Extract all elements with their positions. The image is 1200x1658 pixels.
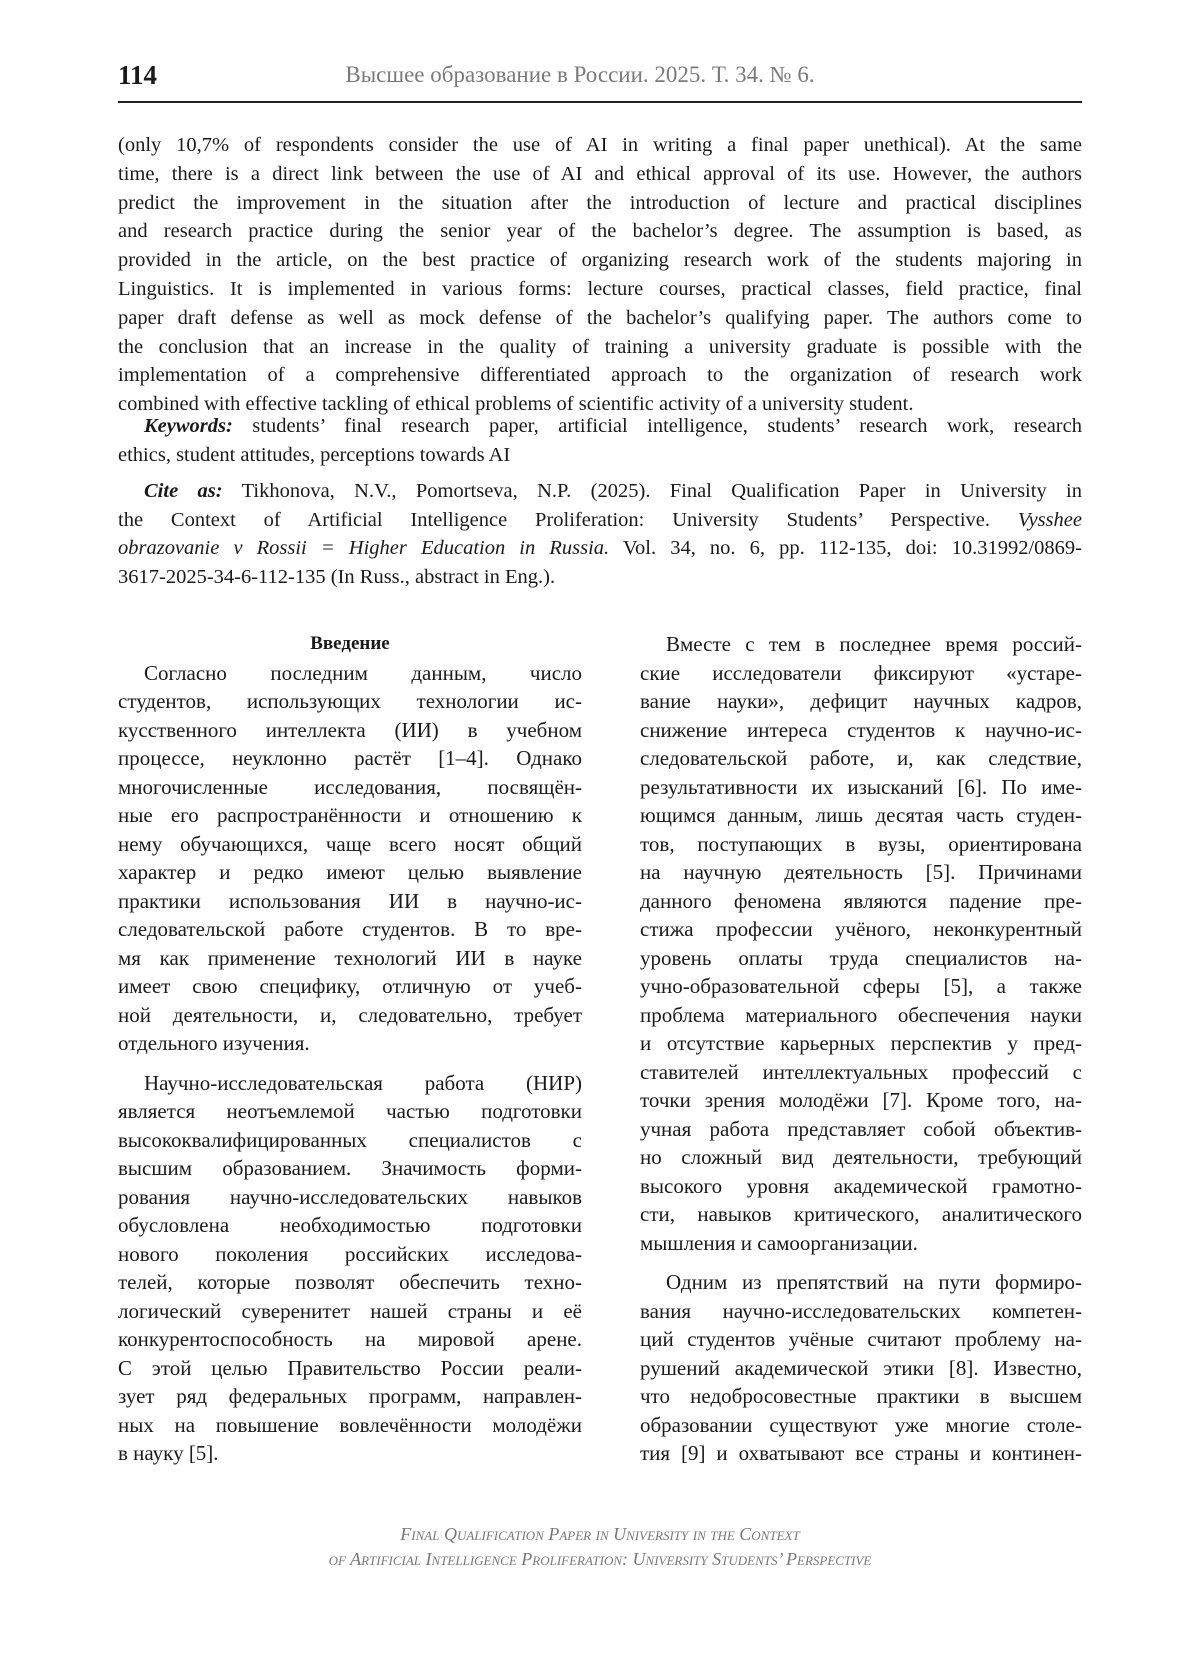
- text-segment: Vysshee: [1017, 508, 1082, 531]
- left-column-body: [118, 659, 582, 1468]
- text-line: следовательской работе студентов. В то вре-: [118, 917, 582, 941]
- text-line: нового поколения российских исследова-: [118, 1241, 582, 1266]
- text-line: учно-образовательной сферы [5], а также: [640, 974, 1082, 998]
- text-line: стижа профессии учёного, неконкурентный: [640, 917, 1082, 941]
- text-segment: Tikhonova, N.V., Pomortseva, N.P. (2025). Final Qualification Paper in University in: [222, 480, 1082, 502]
- text-line: Научно-исследовательская работа (НИР): [144, 1070, 582, 1095]
- right-column: [640, 630, 1082, 1479]
- text-line: результативности их изысканий [6]. По име-: [640, 774, 1082, 799]
- text-line: точки зрения молодёжи [7]. Кроме того, на-: [640, 1088, 1082, 1112]
- paragraph: [640, 630, 1082, 1257]
- text-line: [118, 506, 1082, 535]
- text-line: мя как применение технологий ИИ в науке: [118, 945, 582, 970]
- footer-line-1: Final Qualification Paper in University in the Context: [400, 1524, 800, 1544]
- paragraph: [640, 1268, 1082, 1468]
- text-line: студентов, использующих технологии ис-: [118, 689, 582, 713]
- text-line: provided in the article, on the best practice of organizing research work of the students majoring in: [118, 249, 1082, 272]
- footer-line-2: of Artificial Intelligence Proliferation: University Students’ Perspective: [328, 1549, 872, 1569]
- text-line: [118, 412, 1082, 441]
- text-line: ций студентов учёные считают проблему на-: [640, 1327, 1082, 1351]
- running-head: Высшее образование в России. 2025. Т. 34. № 6.: [345, 62, 815, 87]
- text-line: процессе, неуклонно растёт [1–4]. Однако: [118, 746, 582, 770]
- text-segment: obrazovanie v Rossii = Higher Education in Russia.: [118, 537, 610, 559]
- text-line: конкурентоспособность на мировой арене.: [118, 1327, 582, 1351]
- text-line: практики использования ИИ в научно-ис-: [118, 888, 582, 913]
- text-line: многочисленные исследования, посвящён-: [118, 774, 582, 799]
- keywords: [118, 412, 1082, 480]
- text-line: в науку [5].: [118, 1441, 219, 1465]
- text-line: вания научно-исследовательских компетен-: [640, 1298, 1082, 1323]
- text-line: уровень оплаты труда специалистов на-: [640, 945, 1082, 970]
- text-line: рования научно-исследовательских навыков: [118, 1184, 582, 1209]
- citation: [118, 477, 1082, 602]
- text-line: вание науки», дефицит научных кадров,: [640, 689, 1082, 713]
- text-line: ethics, student attitudes, perceptions towards AI: [118, 443, 511, 466]
- text-line: С этой целью Правительство России реали-: [118, 1355, 582, 1380]
- header-rule: [118, 101, 1082, 103]
- text-segment: Vol. 34, no. 6, pp. 112-135, doi: 10.31992/0869-: [609, 537, 1083, 559]
- text-line: сти, навыков критического, аналитического: [640, 1202, 1082, 1226]
- text-line: обусловлена необходимостью подготовки: [118, 1213, 582, 1237]
- page-number: 114: [118, 60, 158, 90]
- text-line: ные его распространённости и отношению к: [118, 803, 582, 827]
- text-line: ной деятельности, и, следовательно, требует: [118, 1002, 582, 1027]
- label: Cite as:: [144, 480, 223, 502]
- text-line: проблема материального обеспечения науки: [640, 1002, 1082, 1027]
- text-line: высокого уровня академической грамотно-: [640, 1173, 1082, 1198]
- text-line: рушений академической этики [8]. Известно,: [640, 1355, 1082, 1380]
- text-line: combined with effective tackling of ethical problems of scientific activity of a university student.: [118, 393, 914, 416]
- text-line: (only 10,7% of respondents consider the use of AI in writing a final paper unethical). At the same: [118, 134, 1082, 156]
- text-line: тия [9] и охватывают все страны и континен-: [640, 1441, 1082, 1465]
- text-line: учная работа представляет собой объектив-: [640, 1116, 1082, 1141]
- text-line: но сложный вид деятельности, требующий: [640, 1145, 1082, 1169]
- text-line: на научную деятельность [5]. Причинами: [640, 860, 1082, 884]
- text-line: 3617-2025-34-6-112-135 (In Russ., abstract in Eng.).: [118, 565, 556, 588]
- text-line: Вместе с тем в последнее время россий-: [666, 632, 1082, 656]
- text-line: высшим образованием. Значимость форми-: [118, 1156, 582, 1180]
- running-footer: [200, 1522, 1000, 1572]
- text-line: [118, 534, 1082, 563]
- text-line: implementation of a comprehensive differentiated approach to the organization of research work: [118, 364, 1082, 387]
- text-line: что недобросовестные практики в высшем: [640, 1384, 1082, 1408]
- text-segment: the Context of Artificial Intelligence Proliferation: University Students’ Perspective.: [118, 508, 1018, 531]
- text-line: следовательской работе, и, как следствие,: [640, 746, 1082, 770]
- text-line: [118, 477, 1082, 506]
- text-line: ские исследователи фиксируют «устаре-: [640, 660, 1082, 685]
- text-line: тов, поступающих в вузы, ориентирована: [640, 831, 1082, 856]
- text-line: ных на повышение вовлечённости молодёжи: [118, 1412, 582, 1437]
- text-line: нему обучающихся, чаще всего носят общий: [118, 831, 582, 856]
- paragraph: [118, 412, 1082, 469]
- text-line: снижение интереса студентов к научно-ис-: [640, 717, 1082, 742]
- text-line: отдельного изучения.: [118, 1031, 310, 1055]
- text-line: образовании существуют уже многие столе-: [640, 1412, 1082, 1437]
- paragraph: [118, 659, 582, 1058]
- paragraph: [118, 1069, 582, 1468]
- text-line: predict the improvement in the situation after the introduction of lecture and practical disciplines: [118, 191, 1082, 214]
- text-line: имеет свою специфику, отличную от учеб-: [118, 974, 582, 998]
- text-line: характер и редко имеют целью выявление: [118, 860, 582, 884]
- text-line: and research practice during the senior year of the bachelor’s degree. The assumption is based, as: [118, 220, 1082, 243]
- text-line: зует ряд федеральных программ, направлен-: [118, 1384, 582, 1408]
- left-column: [118, 630, 582, 1479]
- text-segment: students’ final research paper, artificial intelligence, students’ research work, research: [232, 415, 1082, 437]
- text-line: Согласно последним данным, число: [144, 660, 582, 685]
- text-line: ставителей интеллектуальных профессий с: [640, 1059, 1082, 1084]
- text-line: the conclusion that an increase in the quality of training a university graduate is possible with the: [118, 335, 1082, 358]
- text-line: логический суверенитет нашей страны и её: [118, 1298, 582, 1323]
- label: Keywords:: [144, 415, 233, 437]
- text-line: телей, которые позволят обеспечить техно-: [118, 1270, 582, 1294]
- text-line: time, there is a direct link between the use of AI and ethical approval of its use. However, the authors: [118, 162, 1082, 185]
- text-line: paper draft defense as well as mock defense of the bachelor’s qualifying paper. The authors come to: [118, 306, 1082, 329]
- text-line: Linguistics. It is implemented in various forms: lecture courses, practical classes, field practice, final: [118, 277, 1082, 300]
- text-line: данного феномена являются падение пре-: [640, 888, 1082, 913]
- paragraph: [118, 477, 1082, 591]
- abstract: [118, 131, 1082, 430]
- text-line: является неотъемлемой частью подготовки: [118, 1099, 582, 1123]
- text-line: Одним из препятствий на пути формиро-: [666, 1270, 1082, 1294]
- section-heading: Введение: [310, 633, 390, 654]
- text-line: и отсутствие карьерных перспектив у пред-: [640, 1031, 1082, 1055]
- text-line: мышления и самоорганизации.: [640, 1230, 918, 1255]
- text-line: высококвалифицированных специалистов с: [118, 1127, 582, 1152]
- paragraph: [118, 131, 1082, 419]
- text-line: кусственного интеллекта (ИИ) в учебном: [118, 717, 582, 742]
- text-line: ющимся данным, лишь десятая часть студен-: [640, 803, 1082, 827]
